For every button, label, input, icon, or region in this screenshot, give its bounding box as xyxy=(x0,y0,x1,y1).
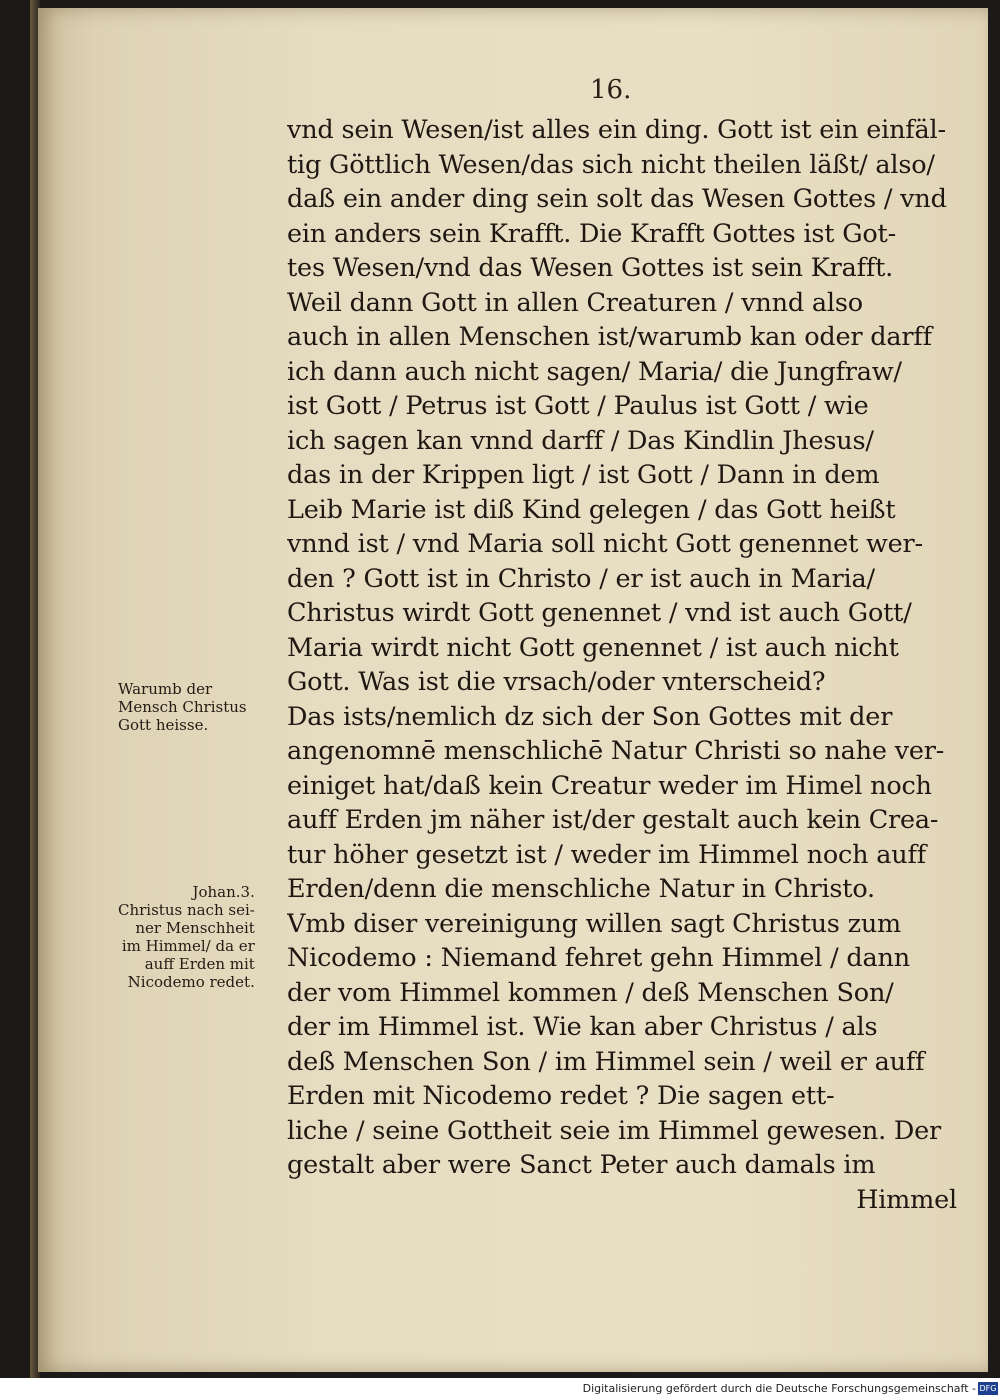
text-line: der im Himmel ist. Wie kan aber Christus / als xyxy=(287,1012,878,1042)
text-line: Erden mit Nicodemo redet ? Die sagen ett- xyxy=(287,1081,835,1111)
margin-note-line: im Himmel/ da er xyxy=(121,937,255,955)
text-line: auff Erden jm näher ist/der gestalt auch kein Crea- xyxy=(287,805,939,835)
text-line: ein anders sein Krafft. Die Krafft Gottes ist Got- xyxy=(287,218,896,249)
margin-note-line: auff Erden mit xyxy=(144,955,255,973)
text-line: Nicodemo : Niemand fehret gehn Himmel / dann xyxy=(287,943,910,973)
margin-note-line: Johan.3. xyxy=(192,883,255,901)
margin-note-why-christ-god xyxy=(118,680,247,734)
text-line: tur höher gesetzt ist / weder im Himmel noch auff xyxy=(287,839,926,870)
text-line: den ? Gott ist in Christo / er ist auch in Maria/ xyxy=(287,563,875,594)
text-line: Christus wirdt Gott genennet / vnd ist auch Gott/ xyxy=(287,598,912,628)
text-line: auch in allen Menschen ist/warumb kan oder darff xyxy=(287,322,932,352)
body-text xyxy=(287,113,957,1217)
text-line: deß Menschen Son / im Himmel sein / weil er auff xyxy=(287,1046,925,1077)
margin-note-john-3 xyxy=(118,883,255,991)
dfg-logo-icon: DFG xyxy=(979,1384,997,1393)
text-line: der vom Himmel kommen / deß Menschen Son/ xyxy=(287,977,894,1008)
margin-note-line: ner Menschheit xyxy=(135,919,255,937)
margin-note-line: Christus nach sei- xyxy=(118,901,255,919)
text-line: daß ein ander ding sein solt das Wesen Gottes / vnd xyxy=(287,184,947,214)
footer-credit: Digitalisierung gefördert durch die Deutsche Forschungsgemeinschaft - xyxy=(582,1382,976,1395)
page-number: 16. xyxy=(590,75,632,105)
margin-note-line: Mensch Christus xyxy=(118,698,247,716)
text-line: gestalt aber were Sanct Peter auch damals im xyxy=(287,1150,876,1180)
margin-note-line: Warumb der xyxy=(118,680,213,698)
text-line: ich sagen kan vnnd darff / Das Kindlin Jhesus/ xyxy=(287,425,874,456)
text-line: Gott. Was ist die vrsach/oder vnterscheid? xyxy=(287,667,826,697)
text-line: das in der Krippen ligt / ist Gott / Dann in dem xyxy=(287,460,880,490)
text-line: ist Gott / Petrus ist Gott / Paulus ist Gott / wie xyxy=(287,391,869,421)
text-line: Maria wirdt nicht Gott genennet / ist auch nicht xyxy=(287,632,899,663)
text-line: Weil dann Gott in allen Creaturen / vnnd also xyxy=(287,287,863,318)
text-line: tig Göttlich Wesen/das sich nicht theilen läßt/ also/ xyxy=(287,149,935,180)
text-line: vnnd ist / vnd Maria soll nicht Gott genennet wer- xyxy=(287,529,923,559)
text-line: liche / seine Gottheit seie im Himmel gewesen. Der xyxy=(287,1115,942,1146)
digitization-footer xyxy=(0,1378,1000,1400)
margin-note-line: Gott heisse. xyxy=(118,716,209,734)
text-line: Leib Marie ist diß Kind gelegen / das Gott heißt xyxy=(287,494,896,525)
margin-note-line: Nicodemo redet. xyxy=(127,973,255,991)
text-line: tes Wesen/vnd das Wesen Gottes ist sein Krafft. xyxy=(287,253,894,283)
text-line: Vmb diser vereinigung willen sagt Christus zum xyxy=(287,908,902,939)
text-line: ich dann auch nicht sagen/ Maria/ die Jungfraw/ xyxy=(287,356,902,387)
catchword: Himmel xyxy=(856,1184,957,1215)
text-line: einiget hat/daß kein Creatur weder im Himel noch xyxy=(287,770,932,801)
text-line: vnd sein Wesen/ist alles ein ding. Gott ist ein einfäl- xyxy=(287,115,946,145)
text-line: Das ists/nemlich dz sich der Son Gottes mit der xyxy=(287,701,893,732)
text-line: Erden/denn die menschliche Natur in Christo. xyxy=(287,874,875,904)
text-line: angenomnē menschlichē Natur Christi so nahe ver- xyxy=(287,736,945,766)
